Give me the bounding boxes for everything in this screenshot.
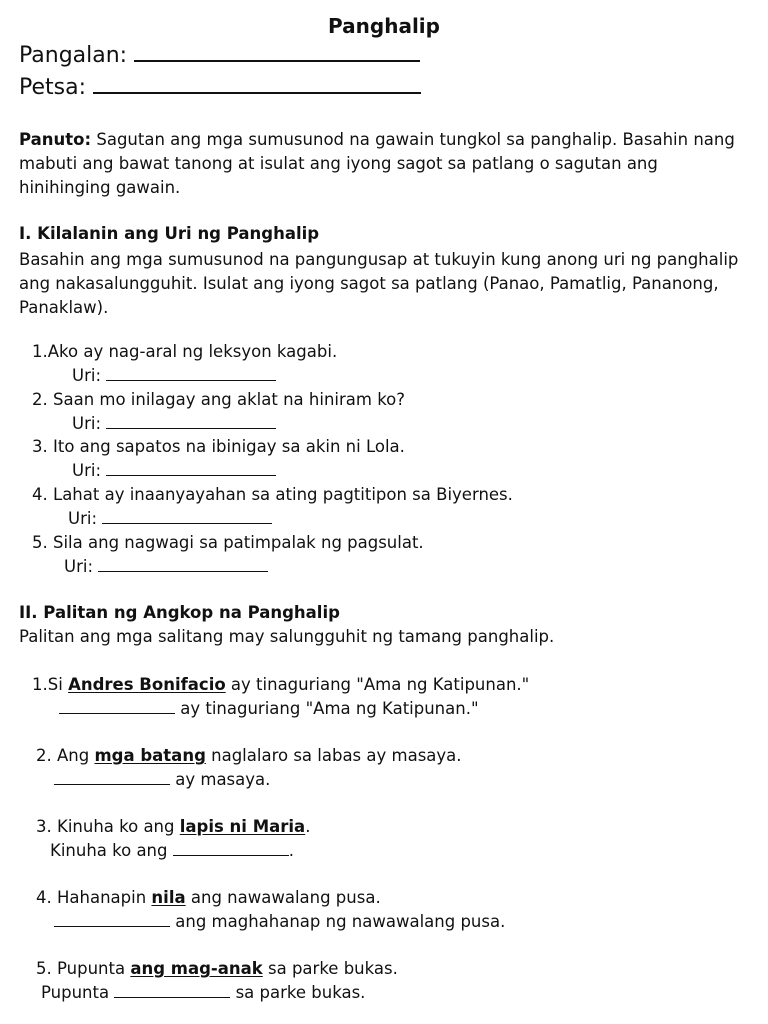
answer-row [41, 983, 365, 1002]
name-blank[interactable] [134, 42, 420, 62]
answer-blank[interactable] [173, 841, 289, 856]
answer-text: Kinuha ko ang [50, 841, 173, 860]
answer-text: ay tinaguriang "Ama ng Katipunan." [175, 699, 479, 718]
section1-heading: I. Kilalanin ang Uri ng Panghalip [19, 224, 320, 243]
item-text: Lahat ay inaanyayahan sa ating pagtitipon sa Biyernes. [53, 485, 513, 504]
item-text: . [305, 817, 311, 836]
item-number: 4. [36, 888, 52, 907]
answer-label: Uri: [72, 414, 102, 433]
item-number: 1. [32, 342, 48, 361]
date-label: Petsa: [19, 75, 86, 100]
answer-blank[interactable] [54, 912, 170, 927]
item-number: 4. [32, 485, 48, 504]
answer-row [72, 366, 276, 385]
list-item [32, 485, 513, 504]
item-text: ay tinaguriang "Ama ng Katipunan." [225, 675, 530, 694]
item-text: sa parke bukas. [262, 959, 398, 978]
answer-text: ay masaya. [170, 770, 271, 789]
item-text: Si [47, 675, 69, 694]
answer-label: Uri: [68, 509, 98, 528]
list-item [32, 342, 337, 361]
section2-directions: Palitan ang mga salitang may salungguhit ng tamang panghalip. [19, 627, 555, 646]
list-item [32, 533, 424, 552]
item-text: naglalaro sa labas ay masaya. [205, 746, 462, 765]
answer-blank[interactable] [106, 461, 276, 476]
answer-text: Pupunta [41, 983, 115, 1002]
item-text: Ako ay nag-aral ng leksyon kagabi. [47, 342, 338, 361]
item-number: 2. [36, 746, 52, 765]
answer-blank[interactable] [102, 509, 272, 524]
item-number: 2. [32, 390, 48, 409]
item-text: Ang [57, 746, 95, 765]
answer-blank[interactable] [98, 557, 268, 572]
name-field [19, 42, 420, 68]
underlined-phrase: Andres Bonifacio [68, 675, 226, 694]
answer-text: . [288, 841, 294, 860]
answer-text: ang maghahanap ng nawawalang pusa. [170, 912, 506, 931]
item-text: Saan mo inilagay ang aklat na hiniram ko? [53, 390, 406, 409]
section2-heading: II. Palitan ng Angkop na Panghalip [19, 603, 340, 622]
list-item [36, 746, 462, 765]
item-number: 5. [36, 959, 52, 978]
date-blank[interactable] [93, 74, 421, 94]
underlined-phrase: mga batang [94, 746, 206, 765]
section1-directions: Basahin ang mga sumusunod na pangungusap at tukuyin kung anong uri ng panghalip ang nakasalungguhit. Isulat ang iyong sagot sa patlang (Panao, Pamatlig, Pananong, Panaklaw). [19, 250, 739, 317]
item-number: 3. [32, 437, 48, 456]
list-item [36, 888, 381, 907]
answer-text: sa parke bukas. [230, 983, 366, 1002]
item-text: ang nawawalang pusa. [185, 888, 381, 907]
answer-label: Uri: [64, 557, 94, 576]
instructions-label: Panuto: [19, 130, 92, 149]
page-title: Panghalip [328, 14, 440, 38]
item-number: 5. [32, 533, 48, 552]
instructions-text: Sagutan ang mga sumusunod na gawain tungkol sa panghalip. Basahin nang mabuti ang bawat tanong at isulat ang iyong sagot sa patlang o sagutan ang hinihinging gawain. [19, 130, 735, 197]
answer-row [54, 770, 270, 789]
date-field [19, 74, 421, 100]
underlined-phrase: ang mag-anak [130, 959, 263, 978]
answer-blank[interactable] [114, 983, 230, 998]
instructions [19, 128, 749, 200]
underlined-phrase: lapis ni Maria [179, 817, 306, 836]
answer-blank[interactable] [54, 770, 170, 785]
list-item [32, 675, 529, 694]
answer-label: Uri: [72, 366, 102, 385]
answer-row [50, 841, 294, 860]
list-item [32, 437, 405, 456]
item-number: 1. [32, 675, 48, 694]
list-item [36, 959, 398, 978]
list-item [36, 817, 310, 836]
item-text: Kinuha ko ang [57, 817, 180, 836]
answer-blank[interactable] [106, 366, 276, 381]
answer-row [72, 461, 276, 480]
answer-row [59, 699, 479, 718]
item-text: Ito ang sapatos na ibinigay sa akin ni Lola. [53, 437, 405, 456]
underlined-phrase: nila [151, 888, 186, 907]
answer-row [54, 912, 505, 931]
item-text: Sila ang nagwagi sa patimpalak ng pagsulat. [53, 533, 424, 552]
answer-label: Uri: [72, 461, 102, 480]
answer-row [68, 509, 272, 528]
answer-row [72, 414, 276, 433]
answer-row [64, 557, 268, 576]
item-text: Hahanapin [57, 888, 152, 907]
item-number: 3. [36, 817, 52, 836]
list-item [32, 390, 405, 409]
answer-blank[interactable] [59, 699, 175, 714]
name-label: Pangalan: [19, 43, 128, 68]
item-text: Pupunta [57, 959, 131, 978]
answer-blank[interactable] [106, 414, 276, 429]
